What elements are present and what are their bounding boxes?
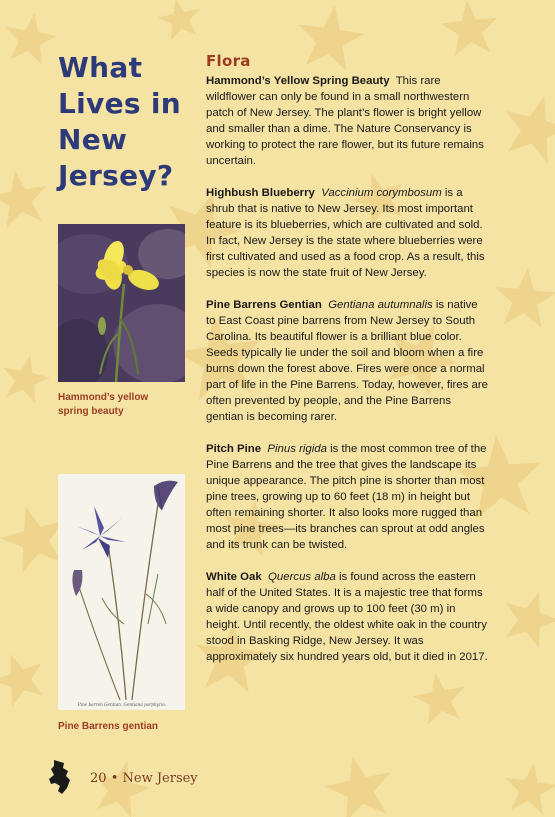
entry-name: Pine Barrens Gentian [206, 299, 322, 311]
entry-scientific-name: Pinus rigida [267, 443, 327, 455]
entry-name: Hammond’s Yellow Spring Beauty [206, 75, 390, 87]
book-title: New Jersey [122, 770, 198, 786]
entry-name: White Oak [206, 571, 262, 583]
footer-separator: • [110, 770, 119, 786]
blue-gentian-illustration [58, 474, 185, 710]
entry-scientific-name: Gentiana autumnalis [328, 299, 433, 311]
entry-text: This rare wildflower can only be found in a small northwestern patch of New Jersey. The plant’s flower is bright yellow and smaller than a dime. The Nature Conservancy is working to protect the rare flower, but its future remains uncertain. [206, 75, 484, 167]
flora-content [206, 52, 488, 681]
entry-text: is a shrub that is native to New Jersey. Its most important feature is its blueberries, which are cultivated and sold. In fact, New Jersey is the state where blueberries were first cultivated and used as a food crop. As a result, this species is now the state fruit of New Jersey. [206, 187, 485, 279]
entry-text: is found across the eastern half of the United States. It is a majestic tree that forms a wide canopy and grows up to 100 feet (30 m) in height. Until recently, the oldest white oak in the country stood in Basking Ridge, New Jersey. It was approximately six hundred years old, but it died in 2017. [206, 571, 488, 663]
entry-white-oak [206, 569, 488, 665]
entry-pine-barrens-gentian [206, 297, 488, 425]
page-number: 20 [90, 770, 107, 786]
entry-scientific-name: Quercus alba [268, 571, 336, 583]
page-title: What Lives in New Jersey? [58, 51, 182, 192]
entry-highbush-blueberry [206, 185, 488, 281]
entry-scientific-name: Vaccinium corymbosum [321, 187, 442, 199]
yellow-flower-photo [58, 224, 185, 382]
entry-name: Highbush Blueberry [206, 187, 315, 199]
entry-name: Pitch Pine [206, 443, 262, 455]
entry-text: is native to East Coast pine barrens from New Jersey to South Carolina. Its beautiful flower is a brilliant blue color. Seeds typically lie under the soil and bloom when a fire burns down the forest above. Fires were once a normal part of life in the Pine Barrens. Today, however, fires are often prevented by people, and the Pine Barrens gentian is becoming rarer. [206, 299, 488, 423]
entry-pitch-pine [206, 441, 488, 553]
page-footer [48, 760, 198, 796]
gentian-caption: Pine Barrens gentian [58, 721, 159, 732]
plate-label: Pine barren Gentian. Gentiana porphyrio. [77, 702, 167, 707]
entry-hammonds-yellow-spring-beauty [206, 73, 488, 169]
new-jersey-silhouette-icon [48, 760, 72, 796]
entry-text: is the most common tree of the Pine Barrens and the tree that gives the landscape its unique appearance. The pitch pine is shorter than most pine trees, growing up to 60 feet (18 m) in height but often remaining shorter. It also looks more rugged than most pine trees—its branches can sprout at odd angles and its trunk can be twisted. [206, 443, 487, 551]
yellow-flower-caption: Hammond’s yellow spring beauty [58, 392, 149, 417]
section-heading: Flora [206, 52, 251, 70]
